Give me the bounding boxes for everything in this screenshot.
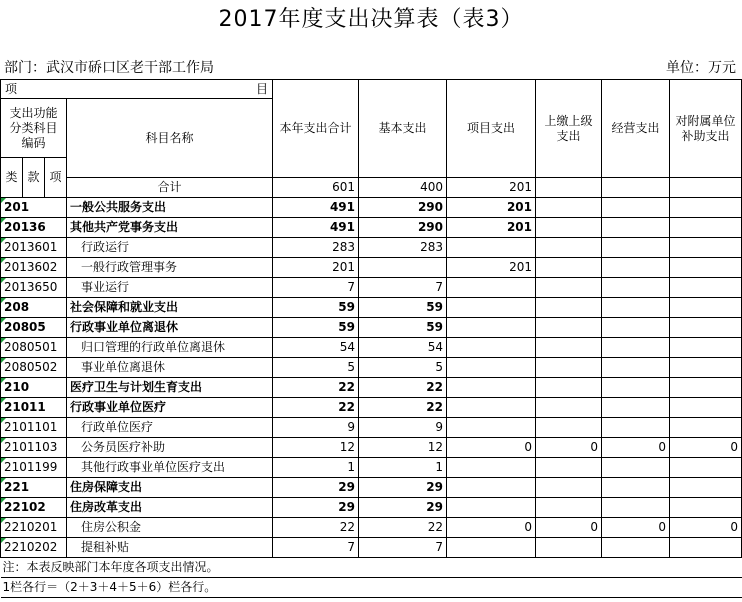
row-value-2: 5: [359, 358, 447, 378]
row-value-1: 1: [273, 458, 359, 478]
row-value-6: [670, 258, 742, 278]
row-value-5: [602, 538, 670, 558]
row-value-3: [447, 358, 536, 378]
row-value-6: [670, 218, 742, 238]
row-subject-name: 住房保障支出: [67, 478, 273, 498]
row-value-3: [447, 278, 536, 298]
row-subject-name: 行政运行: [67, 238, 273, 258]
row-value-3: 201: [447, 218, 536, 238]
row-value-5: [602, 498, 670, 518]
row-subject-name: 社会保障和就业支出: [67, 298, 273, 318]
row-value-2: 1: [359, 458, 447, 478]
expenditure-table: [0, 79, 742, 598]
row-value-4: [536, 538, 602, 558]
row-value-4: [536, 338, 602, 358]
row-value-3: [447, 338, 536, 358]
row-value-5: [602, 238, 670, 258]
row-code: 22102: [1, 498, 67, 518]
row-code: 2210202: [1, 538, 67, 558]
table-row: [1, 358, 742, 378]
row-value-1: 29: [273, 478, 359, 498]
table-row: [1, 238, 742, 258]
table-row: [1, 218, 742, 238]
row-value-2: 22: [359, 378, 447, 398]
table-row: [1, 398, 742, 418]
row-value-6: [670, 398, 742, 418]
row-value-1: 491: [273, 218, 359, 238]
row-value-1: 491: [273, 198, 359, 218]
table-row: [1, 338, 742, 358]
row-value-5: [602, 258, 670, 278]
row-value-6: [670, 198, 742, 218]
row-value-2: 54: [359, 338, 447, 358]
page-title: 2017年度支出决算表（表3）: [218, 7, 524, 32]
row-value-6: [670, 498, 742, 518]
row-value-5: 0: [602, 518, 670, 538]
row-subject-name: 事业单位离退休: [67, 358, 273, 378]
total-value-1: 601: [273, 178, 359, 198]
row-code: 2013650: [1, 278, 67, 298]
row-value-4: [536, 198, 602, 218]
table-row: [1, 278, 742, 298]
col-header-1: 本年支出合计: [273, 80, 359, 178]
col-header-5: 经营支出: [602, 80, 670, 178]
row-value-2: 29: [359, 498, 447, 518]
table-note: 注：本表反映部门本年度各项支出情况。: [1, 558, 742, 578]
table-row: [1, 438, 742, 458]
row-value-1: 59: [273, 298, 359, 318]
row-value-6: [670, 538, 742, 558]
row-value-5: [602, 338, 670, 358]
row-value-6: 0: [670, 438, 742, 458]
row-code: 2101199: [1, 458, 67, 478]
row-value-2: 22: [359, 398, 447, 418]
row-subject-name: 提租补贴: [67, 538, 273, 558]
row-subject-name: 行政单位医疗: [67, 418, 273, 438]
row-value-4: [536, 418, 602, 438]
row-value-6: [670, 278, 742, 298]
note-row: [1, 558, 742, 578]
row-code: 2013601: [1, 238, 67, 258]
row-value-4: [536, 458, 602, 478]
row-value-1: 283: [273, 238, 359, 258]
row-value-1: 22: [273, 518, 359, 538]
row-value-1: 201: [273, 258, 359, 278]
row-value-1: 12: [273, 438, 359, 458]
row-code: 20805: [1, 318, 67, 338]
table-row: [1, 418, 742, 438]
row-value-1: 7: [273, 538, 359, 558]
row-value-3: [447, 418, 536, 438]
row-value-3: [447, 318, 536, 338]
row-subject-name: 公务员医疗补助: [67, 438, 273, 458]
row-value-4: [536, 398, 602, 418]
row-value-3: [447, 538, 536, 558]
total-value-2: 400: [359, 178, 447, 198]
row-value-2: 283: [359, 238, 447, 258]
row-value-6: [670, 418, 742, 438]
row-subject-name: 一般行政管理事务: [67, 258, 273, 278]
row-value-4: [536, 298, 602, 318]
row-value-1: 7: [273, 278, 359, 298]
row-value-6: [670, 238, 742, 258]
row-code: 201: [1, 198, 67, 218]
table-row: [1, 378, 742, 398]
row-value-5: [602, 278, 670, 298]
row-value-1: 29: [273, 498, 359, 518]
row-value-5: [602, 298, 670, 318]
row-value-5: 0: [602, 438, 670, 458]
row-value-6: [670, 338, 742, 358]
row-value-2: 290: [359, 218, 447, 238]
col-header-2: 基本支出: [359, 80, 447, 178]
row-value-6: [670, 358, 742, 378]
col-header-4: 上缴上级支出: [536, 80, 602, 178]
row-value-2: 7: [359, 538, 447, 558]
row-code: 2080501: [1, 338, 67, 358]
row-subject-name: 事业运行: [67, 278, 273, 298]
total-value-6: [670, 178, 742, 198]
row-value-4: [536, 358, 602, 378]
row-subject-name: 行政事业单位离退休: [67, 318, 273, 338]
row-value-5: [602, 218, 670, 238]
table-row: [1, 458, 742, 478]
row-code: 221: [1, 478, 67, 498]
row-value-5: [602, 458, 670, 478]
header-xiang-mu: [1, 80, 273, 99]
row-value-6: [670, 378, 742, 398]
col-header-3: 项目支出: [447, 80, 536, 178]
row-code: 2210201: [1, 518, 67, 538]
row-value-5: [602, 418, 670, 438]
table-row: [1, 538, 742, 558]
row-value-5: [602, 318, 670, 338]
row-value-4: [536, 278, 602, 298]
total-value-3: 201: [447, 178, 536, 198]
table-note: 1栏各行＝（2＋3＋4＋5＋6）栏各行。: [1, 578, 742, 598]
row-value-1: 22: [273, 378, 359, 398]
row-subject-name: 住房改革支出: [67, 498, 273, 518]
row-value-4: 0: [536, 438, 602, 458]
row-value-5: [602, 198, 670, 218]
header-xiang: 项: [5, 82, 18, 96]
row-value-3: [447, 378, 536, 398]
col-header-6: 对附属单位补助支出: [670, 80, 742, 178]
row-subject-name: 医疗卫生与计划生育支出: [67, 378, 273, 398]
row-subject-name: 归口管理的行政单位离退休: [67, 338, 273, 358]
row-value-6: [670, 458, 742, 478]
row-code: 20136: [1, 218, 67, 238]
row-value-4: [536, 218, 602, 238]
row-value-3: 0: [447, 518, 536, 538]
row-code: 2101101: [1, 418, 67, 438]
row-value-4: [536, 238, 602, 258]
row-value-6: 0: [670, 518, 742, 538]
table-row: [1, 478, 742, 498]
row-value-1: 5: [273, 358, 359, 378]
subject-name-header: 科目名称: [67, 99, 273, 178]
row-value-6: [670, 298, 742, 318]
row-value-3: [447, 238, 536, 258]
total-label: 合计: [67, 178, 273, 198]
table-row: [1, 318, 742, 338]
row-value-2: 9: [359, 418, 447, 438]
func-code-header: 支出功能分类科目编码: [1, 99, 67, 158]
row-value-5: [602, 358, 670, 378]
row-code: 208: [1, 298, 67, 318]
row-code: 210: [1, 378, 67, 398]
total-value-5: [602, 178, 670, 198]
row-value-1: 59: [273, 318, 359, 338]
row-value-5: [602, 478, 670, 498]
header-xiang2: 项: [45, 158, 67, 198]
header-lei: 类: [1, 158, 23, 198]
total-value-4: [536, 178, 602, 198]
row-value-4: [536, 318, 602, 338]
row-code: 2080502: [1, 358, 67, 378]
row-value-2: [359, 258, 447, 278]
row-subject-name: 其他共产党事务支出: [67, 218, 273, 238]
header-kuan: 款: [23, 158, 45, 198]
row-value-3: [447, 458, 536, 478]
row-value-1: 22: [273, 398, 359, 418]
row-value-4: [536, 378, 602, 398]
row-value-3: [447, 398, 536, 418]
row-subject-name: 一般公共服务支出: [67, 198, 273, 218]
header-mu: 目: [255, 82, 268, 96]
row-value-2: 290: [359, 198, 447, 218]
row-code: 2101103: [1, 438, 67, 458]
row-value-2: 7: [359, 278, 447, 298]
row-value-1: 9: [273, 418, 359, 438]
row-value-2: 22: [359, 518, 447, 538]
row-value-4: [536, 478, 602, 498]
row-value-3: 0: [447, 438, 536, 458]
row-value-2: 59: [359, 318, 447, 338]
row-value-4: [536, 498, 602, 518]
row-value-6: [670, 478, 742, 498]
row-value-3: [447, 498, 536, 518]
table-row: [1, 298, 742, 318]
row-value-5: [602, 378, 670, 398]
row-value-3: 201: [447, 258, 536, 278]
row-value-6: [670, 318, 742, 338]
row-value-4: [536, 258, 602, 278]
row-value-2: 29: [359, 478, 447, 498]
department-label: 部门：武汉市硚口区老干部工作局: [4, 60, 214, 76]
row-value-3: [447, 478, 536, 498]
row-subject-name: 其他行政事业单位医疗支出: [67, 458, 273, 478]
table-row: [1, 258, 742, 278]
row-value-3: 201: [447, 198, 536, 218]
row-value-2: 59: [359, 298, 447, 318]
row-value-3: [447, 298, 536, 318]
table-row: [1, 198, 742, 218]
row-value-5: [602, 398, 670, 418]
unit-label: 单位：万元: [666, 60, 736, 76]
note-row: [1, 578, 742, 598]
table-row: [1, 518, 742, 538]
table-row: [1, 498, 742, 518]
row-code: 21011: [1, 398, 67, 418]
row-value-4: 0: [536, 518, 602, 538]
row-value-2: 12: [359, 438, 447, 458]
row-value-1: 54: [273, 338, 359, 358]
row-code: 2013602: [1, 258, 67, 278]
row-subject-name: 行政事业单位医疗: [67, 398, 273, 418]
row-subject-name: 住房公积金: [67, 518, 273, 538]
